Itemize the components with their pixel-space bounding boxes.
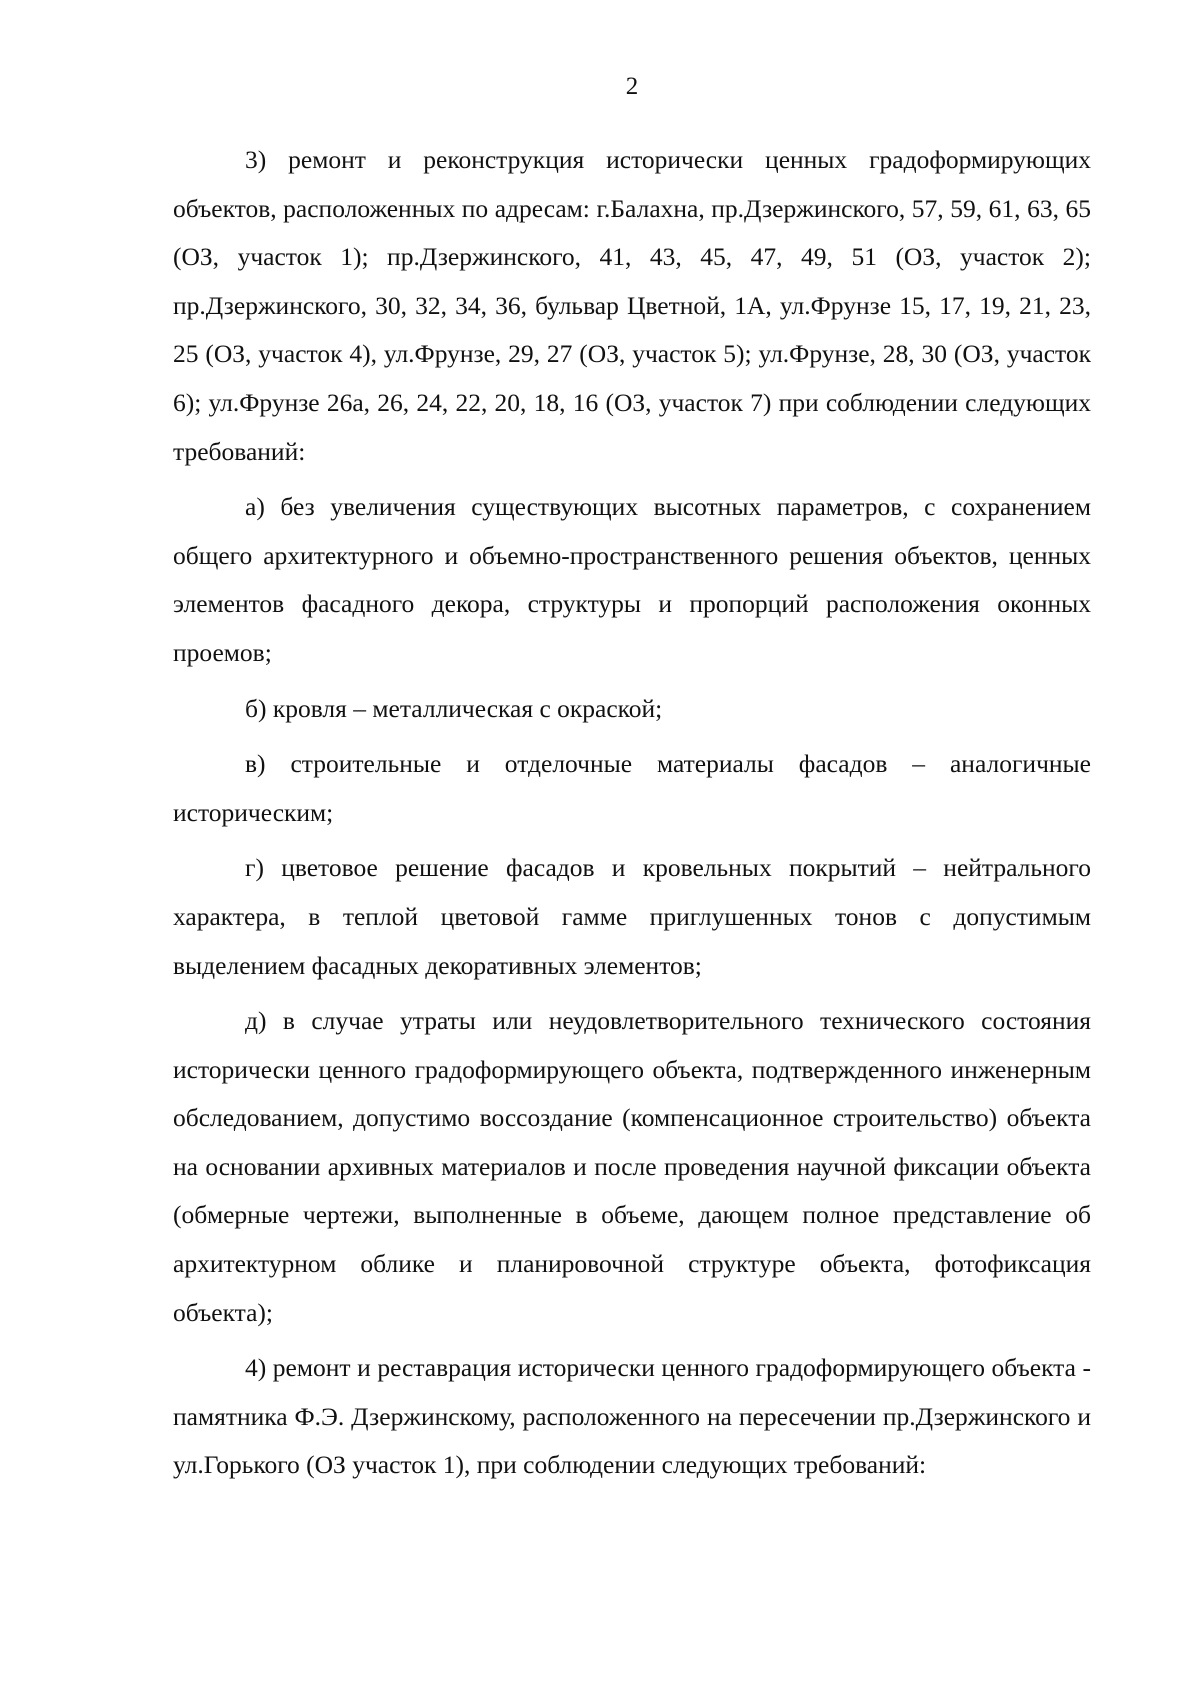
paragraph-subitem-d: д) в случае утраты или неудовлетворительного технического состояния исторически ценного градоформирующего объекта, подтвержденного инженерным обследованием, допустимо воссоздание (компенсационное строительство) объекта на основании архивных материалов и после проведения научной фиксации объекта (обмерные чертежи, выполненные в объеме, дающем полное представление об архитектурном облике и планировочной структуре объекта, фотофиксация объекта); — [173, 1006, 1091, 1327]
paragraph-item-3: 3) ремонт и реконструкция исторически ценных градоформирующих объектов, расположенных по адресам: г.Балахна, пр.Дзержинского, 57, 59, 61, 63, 65 (ОЗ, участок 1); пр.Дзержинского, 41, 43, 45, 47, 49, 51 (ОЗ, участок 2); пр.Дзержинского, 30, 32, 34, 36, бульвар Цветной, 1А, ул.Фрунзе 15, 17, 19, 21, 23, 25 (ОЗ, участок 4), ул.Фрунзе, 29, 27 (ОЗ, участок 5); ул.Фрунзе, 28, 30 (ОЗ, участок 6); ул.Фрунзе 26а, 26, 24, 22, 20, 18, 16 (ОЗ, участок 7) при соблюдении следующих требований: — [173, 145, 1091, 466]
page-number: 2 — [625, 73, 639, 100]
document-body — [173, 136, 1091, 1497]
paragraph-subitem-a: а) без увеличения существующих высотных параметров, с сохранением общего архитектурного и объемно-пространственного решения объектов, ценных элементов фасадного декора, структуры и пропорций расположения оконных проемов; — [173, 492, 1091, 667]
paragraph-subitem-v: в) строительные и отделочные материалы фасадов – аналогичные историческим; — [173, 749, 1091, 827]
paragraph-subitem-g: г) цветовое решение фасадов и кровельных покрытий – нейтрального характера, в теплой цветовой гамме приглушенных тонов с допустимым выделением фасадных декоративных элементов; — [173, 853, 1091, 980]
paragraph-item-4: 4) ремонт и реставрация исторически ценного градоформирующего объекта - памятника Ф.Э. Дзержинскому, расположенного на пересечении пр.Дзержинского и ул.Горького (ОЗ участок 1), при соблюдении следующих требований: — [173, 1353, 1091, 1480]
paragraph-subitem-b: б) кровля – металлическая с окраской; — [245, 693, 663, 723]
